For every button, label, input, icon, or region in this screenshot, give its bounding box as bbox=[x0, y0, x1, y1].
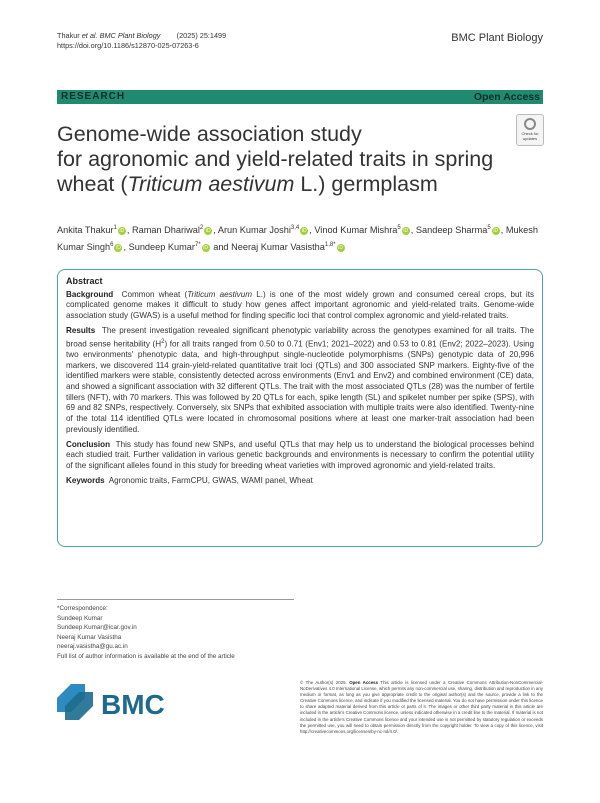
results-text: ) for all traits ranged from 0.50 to 0.71 (Env1; 2021–2022) and 0.53 to 0.81 (Env2; 2022–2023). Using two environments' phenotypic data, and high-throughput single-nucleotide polymorphisms (SNPs) genotypic data of 20,996 markers, we discovered 114 grain-yield-related quantitative trait loci (QTLs) and 300 associated SNP markers. Eighty-five of the identified markers were stable, consistently detected across environments (Env1 and Env2) and combined environment (CE) data, and showed a significant association with 32 different QTLs. The trait with the most associated QTLs (28) was the number of fertile tillers (NFT), with 70 markers. This was followed by 20 QTLs for each, spike length (SL) and spikelet number per spike (SPS), with 69 and 82 SNPs, respectively. Conversely, six SNPs that exhibited association with multiple traits were also identified. Twenty-nine of the total 114 identified QTLs were located in chromosomal positions where at least one marker-trait association had been previously identified. bbox=[66, 339, 534, 434]
background-text-pre: Common wheat ( bbox=[121, 289, 188, 299]
abstract-heading: Abstract bbox=[66, 276, 103, 286]
author-list bbox=[57, 221, 543, 255]
keywords-text: Agronomic traits, FarmCPU, GWAS, WAMI panel, Wheat bbox=[108, 475, 313, 485]
background-species: Triticum aestivum bbox=[187, 289, 252, 299]
corr-email-2[interactable]: neeraj.vasistha@gu.ac.in bbox=[57, 643, 128, 650]
license-text: This article is licensed under a Creative Commons Attribution-NonCommercial-NoDerivatives 4.0 International License, which permits any non-commercial use, sharing, distribution and reproduction in any medium or format, as long as you give appropriate credit to the original author(s) and the source, provide a link to the Creative Commons licence, and indicate if you modified the licensed material. You do not have permission under this licence to share adapted material derived from this article or parts of it. The images or other third party material in this article are included in the article's Creative Commons licence, unless indicated otherwise in a credit line to the material. If material is not included in the article's Creative Commons licence and your intended use is not permitted by statutory regulation or exceeds the permitted use, you will need to obtain permission directly from the copyright holder. To view a copy of this licence, visit http://creativecommons.org/licenses/by-nc-nd/4.0/. bbox=[300, 680, 543, 734]
orcid-icon[interactable]: iD bbox=[301, 227, 307, 234]
corr-name-2: Neeraj Kumar Vasistha bbox=[57, 633, 122, 641]
author-name: Vinod Kumar Mishra bbox=[314, 225, 398, 236]
author-affiliation: 2 bbox=[199, 225, 204, 231]
author-affiliation: 6 bbox=[110, 242, 114, 249]
abstract-results bbox=[66, 326, 534, 436]
author-name: Sandeep Sharma bbox=[415, 225, 488, 236]
corr-email-1[interactable]: Sundeep.Kumar@icar.gov.in bbox=[57, 624, 137, 631]
results-sup: 2 bbox=[161, 338, 165, 345]
abstract-conclusion bbox=[66, 440, 534, 472]
author-name: Raman Dhariwal bbox=[131, 225, 200, 236]
doi-link[interactable]: https://doi.org/10.1186/s12870-025-07263-6 bbox=[57, 41, 199, 50]
orcid-icon[interactable]: iD bbox=[493, 227, 499, 234]
author-separator: , bbox=[410, 225, 416, 236]
keywords-label: Keywords bbox=[66, 475, 105, 485]
section-label: RESEARCH bbox=[61, 91, 126, 102]
citation-journal: et al. BMC Plant Biology bbox=[81, 31, 161, 40]
abstract-box bbox=[57, 269, 543, 547]
author-affiliation: 1 bbox=[113, 225, 117, 231]
orcid-icon[interactable]: iD bbox=[116, 244, 121, 251]
title-line-2: for agronomic and yield-related traits in spring bbox=[57, 147, 494, 171]
author-name: Mukesh Kumar Singh bbox=[57, 225, 538, 253]
author-affiliation: 5 bbox=[397, 225, 401, 231]
orcid-icon[interactable]: iD bbox=[403, 227, 409, 234]
author-affiliation: 7* bbox=[194, 242, 201, 249]
author-separator: , bbox=[126, 225, 132, 236]
conclusion-label: Conclusion bbox=[66, 439, 111, 449]
license-open-access: Open Access bbox=[349, 680, 379, 685]
title-line-1: Genome-wide association study bbox=[57, 122, 362, 146]
author-affiliation: 5 bbox=[487, 225, 491, 231]
license-notice bbox=[300, 680, 543, 735]
citation bbox=[57, 31, 226, 51]
corr-name-1: Sundeep Kumar bbox=[57, 614, 103, 622]
citation-authors: Thakur bbox=[57, 31, 82, 40]
orcid-icon[interactable]: iD bbox=[119, 227, 125, 234]
update-icon bbox=[524, 118, 536, 130]
author-separator: , bbox=[123, 242, 129, 253]
section-banner bbox=[57, 90, 543, 104]
author-name: Neeraj Kumar Vasistha bbox=[231, 242, 325, 253]
author-separator: , bbox=[500, 225, 506, 236]
results-label: Results bbox=[66, 325, 96, 335]
author-name: Sundeep Kumar bbox=[128, 242, 195, 253]
orcid-icon[interactable]: iD bbox=[203, 244, 209, 251]
citation-year: (2025) 25:1499 bbox=[176, 31, 227, 40]
abstract-keywords bbox=[66, 476, 534, 487]
author-separator: and bbox=[210, 242, 232, 253]
article-title bbox=[57, 122, 517, 197]
full-author-info-note: Full list of author information is available at the end of the article bbox=[57, 653, 235, 660]
bmc-logo bbox=[57, 684, 217, 724]
title-line-3-post: L.) germplasm bbox=[294, 172, 438, 196]
author-name: Arun Kumar Joshi bbox=[217, 225, 291, 236]
orcid-icon[interactable]: iD bbox=[205, 227, 211, 234]
open-access-label: Open Access bbox=[473, 91, 540, 103]
bmc-logo-text: BMC bbox=[101, 689, 165, 720]
author-affiliation: 1,8* bbox=[324, 242, 336, 249]
background-label: Background bbox=[66, 289, 114, 299]
author-name: Ankita Thakur bbox=[57, 225, 114, 236]
footnote-divider bbox=[57, 599, 294, 600]
license-copyright: © The Author(s) 2025. bbox=[300, 680, 350, 685]
abstract-background bbox=[66, 290, 534, 322]
title-line-3 bbox=[57, 172, 517, 197]
correspondence-label: *Correspondence: bbox=[57, 605, 108, 612]
author-separator: , bbox=[213, 225, 218, 236]
author-affiliation: 3,4 bbox=[290, 225, 300, 231]
title-species: Triticum aestivum bbox=[127, 172, 295, 196]
correspondence bbox=[57, 604, 137, 652]
title-line-3-pre: wheat ( bbox=[57, 172, 128, 196]
check-updates-label: Check for updates bbox=[521, 131, 539, 141]
background-text: L.) is one of the most widely grown and consumed cereal crops, but its complicated genome makes it difficult to study how genes affect important agronomic and yield-related traits. Genome-wide association study (GWAS) is a useful method for finding specific loci that control complex agronomic and yield-related traits. bbox=[66, 289, 535, 321]
conclusion-text: This study has found new SNPs, and useful QTLs that may help us to understand the biological processes behind each studied trait. Further validation in various genetic backgrounds and environments is necessary to confirm the potential utility of the significant alleles found in this study for breeding wheat varieties with improved agronomic and yield-related traits. bbox=[66, 439, 534, 470]
journal-name: BMC Plant Biology bbox=[451, 32, 543, 44]
orcid-icon[interactable]: iD bbox=[338, 244, 343, 251]
check-for-updates-badge[interactable] bbox=[516, 114, 544, 146]
author-separator: , bbox=[309, 225, 315, 236]
results-text-pre: The present investigation revealed significant phenotypic variability across the genotypes examined for all traits. The broad sense heritability (H bbox=[66, 325, 534, 349]
